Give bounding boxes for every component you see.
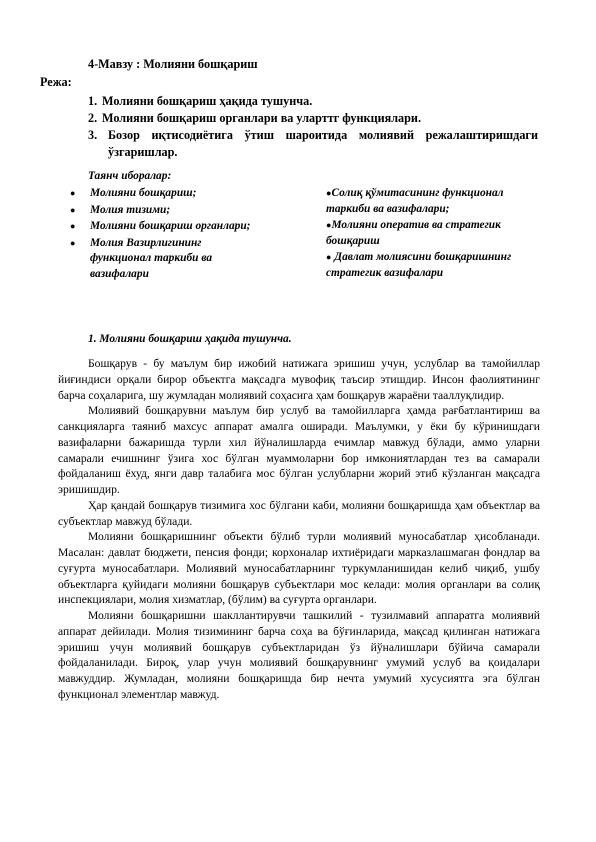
paragraph: Бошқарув - бу маълум бир ижобий натижага эришиш учун, услублар ва тамойиллар йиғиндиси орқали бирор объектга мақсадга мувофиқ таъсир этишдир. Инсон фаолиятининг барча соҳаларига, шу жумладан молиявий соҳасига ҳам бошқарув жараёни тааллуқлидир. — [58, 357, 540, 402]
key-term-text: Молияни бошқариш; — [90, 187, 197, 199]
plan-item — [88, 93, 538, 110]
plan-item-text: Молияни бошқариш ҳақида тушунча. — [102, 94, 313, 108]
plan-item-number: 2. — [88, 111, 98, 125]
key-term-text: Солиқ қўмитасининг функционал таркиби ва вазифалари; — [326, 187, 504, 215]
key-term-item — [70, 236, 332, 283]
plan-item-number: 1. — [88, 94, 98, 108]
key-term-item — [326, 250, 540, 281]
paragraph: Ҳар қандай бошқарув тизимига хос бўлгани каби, молияни бошқаришда ҳам объектлар ва субъектлар мавжуд бўлади. — [58, 498, 540, 528]
key-term-item — [326, 186, 540, 217]
key-term-text: Молияни бошқариш органлари; — [90, 220, 251, 233]
key-term-text: Молия Вазирлигининг функционал таркиби ва вазифалари — [90, 236, 213, 280]
plan-item — [88, 127, 538, 161]
key-term-item — [70, 186, 332, 202]
bullet-icon: ● — [326, 188, 332, 198]
topic-title: 4-Мавзу : Молияни бошқариш — [88, 57, 258, 71]
paragraph: Молияни бошқаришнинг объекти бўлиб турли молиявий муносабатлар ҳисобланади. Масалан: давлат бюджети, пенсия фонди; корхоналар ихтиёридаги марказлашмаган фондлар ва суғурта муносабатлари. Молиявий муносабатларнинг туркумланишидан келиб чиқиб, ушбу объектларга қуйидаги молияни бошқарув субъектлари мос келади: молия органлари ва солиқ инспекциялари, молия хизматлар, (бўлим) ва суғурта органлари. — [58, 530, 540, 607]
section-heading: 1. Молияни бошқариш ҳақида тушунча. — [88, 333, 292, 345]
bullet-icon: ● — [70, 237, 76, 248]
bullet-icon: ● — [70, 188, 76, 198]
body-text — [58, 356, 540, 703]
key-term-text: Давлат молиясини бошқаришнинг стратегик вазифалари — [326, 251, 512, 279]
bullet-icon: ● — [326, 252, 332, 263]
plan-item-number: 3. — [88, 128, 98, 142]
key-term-item — [70, 203, 332, 219]
bullet-icon: ● — [70, 221, 76, 232]
paragraph: Молияни бошқаришни шакллантирувчи ташкилий - тузилмавий аппаратга молиявий аппарат дейилади. Молия тизимининг барча соҳа ва бўғинларида, мақсад қилинган натижага эришиш учун молиявий бошқарув субъектларидан ўз йўналишлари бўйича самарали фойдаланилади. Бироқ, улар учун молиявий бошқарувнинг умумий услуб ва қоидалари мавжуддир. Жумладан, молияни бошқаришда бир нечта умумий хусусиятга эга бўлган функционал элементлар мавжуд. — [58, 609, 540, 701]
bullet-icon: ● — [70, 204, 76, 215]
key-term-item — [326, 218, 540, 249]
key-term-item — [70, 219, 332, 235]
plan-item-text: Бозор иқтисодиётига ўтиш шароитида молиявий режалаштиришдаги ўзгаришлар. — [108, 128, 538, 159]
key-terms-left-list — [70, 186, 332, 284]
plan-item-text: Молияни бошқариш органлари ва уларттг функциялари. — [102, 111, 421, 125]
key-terms-right-list — [326, 186, 540, 283]
plan-label: Режа: — [40, 75, 72, 89]
key-term-text: Молияни оператив ва стратегик бошқариш — [326, 219, 501, 247]
bullet-icon: ● — [326, 220, 332, 231]
plan-list — [88, 93, 538, 161]
paragraph: Молиявий бошқарувни маълум бир услуб ва тамойилларга ҳамда рағбатлантириш ва санкцияларга таяниб махсус аппарат амалга оширади. Маълумки, у ёки бу кўринишдаги вазифаларни бажаришда турли хил йўналишларда ечимлар мавжуд бўлади, аммо уларни самарали ечишнинг ўзига хос бўлган муаммоларни бор имкониятлардан тез ва самарали фойдаланиш ёхуд, янги давр талабига мос бўлган услубларни жорий этиб кўзланган мақсадга эришишдир. — [58, 404, 540, 496]
plan-item — [88, 110, 538, 127]
key-terms-heading: Таянч иборалар: — [88, 170, 172, 182]
key-term-text: Молия тизими; — [90, 203, 171, 216]
